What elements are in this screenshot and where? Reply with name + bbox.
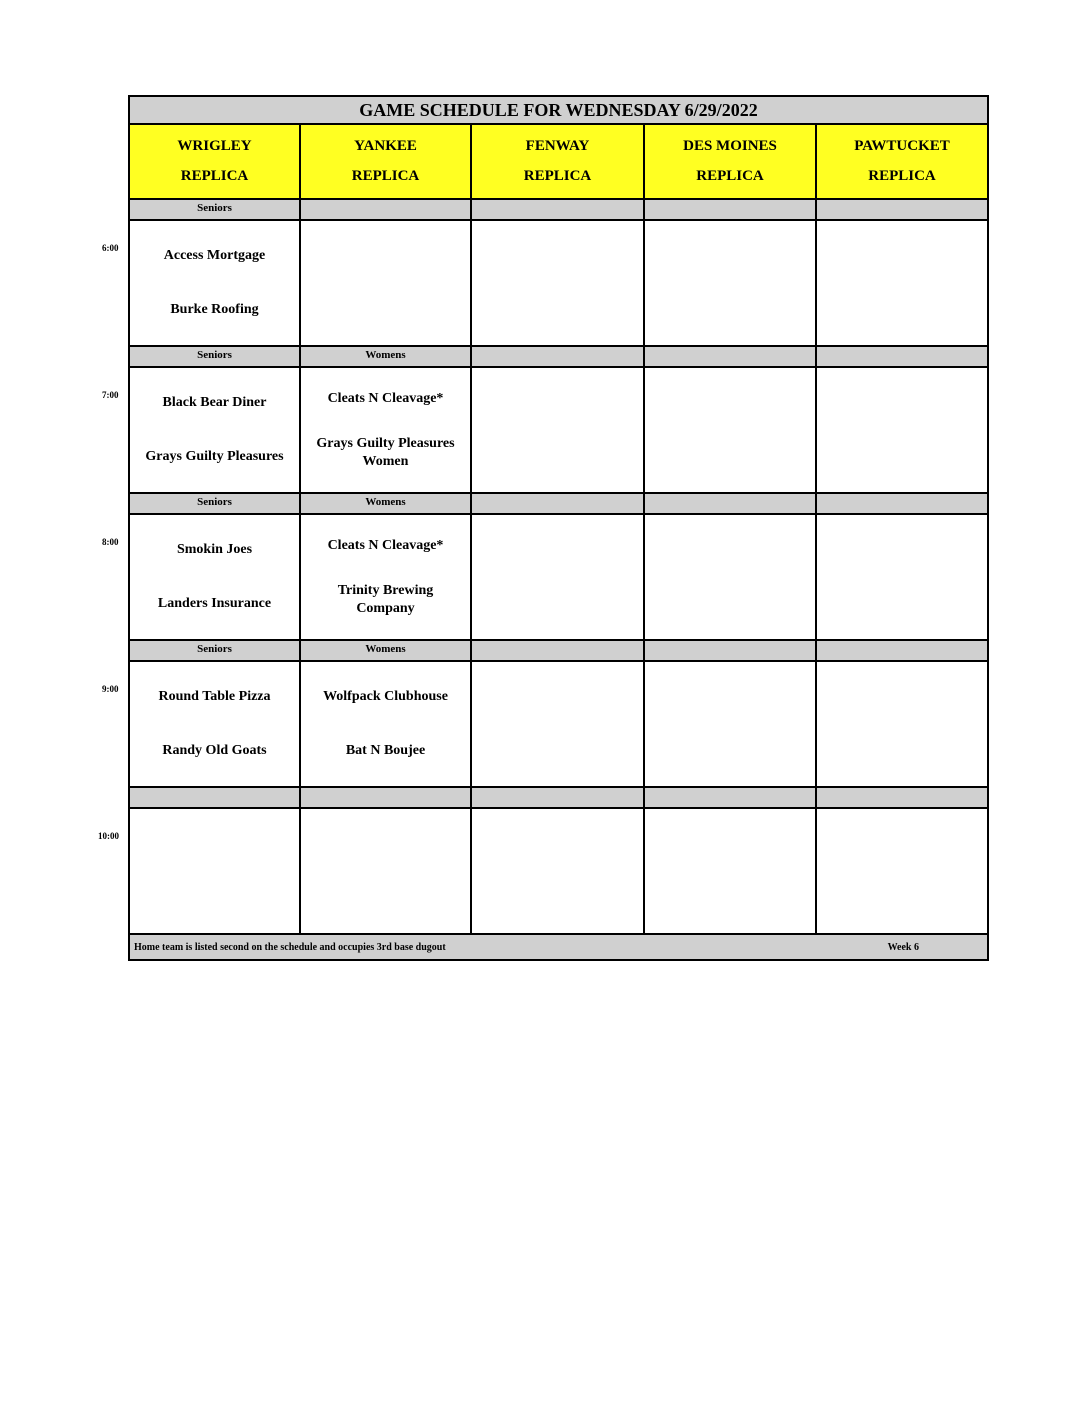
- schedule-title: GAME SCHEDULE FOR WEDNESDAY 6/29/2022: [130, 97, 987, 125]
- home-team: Burke Roofing: [170, 302, 259, 317]
- game-cell: [817, 662, 987, 786]
- game-row: [130, 809, 987, 935]
- division-cell: [817, 494, 987, 513]
- week-label: Week 6: [887, 941, 919, 953]
- home-team: Bat N Boujee: [345, 743, 426, 758]
- game-cell: [645, 221, 817, 345]
- field-name: DES MOINES: [683, 137, 777, 154]
- footer-note: Home team is listed second on the schedule and occupies 3rd base dugout: [134, 941, 446, 953]
- division-cell: [645, 788, 817, 807]
- division-cell: [645, 641, 817, 660]
- division-row: [130, 347, 987, 368]
- game-cell: [301, 368, 472, 492]
- division-cell: Womens: [301, 347, 472, 366]
- away-team: Black Bear Diner: [162, 395, 267, 410]
- field-name: YANKEE: [354, 137, 417, 154]
- game-cell: [472, 809, 645, 933]
- game-row: [130, 221, 987, 347]
- division-cell: [817, 200, 987, 219]
- home-team: Grays Guilty Pleasures: [145, 449, 284, 464]
- home-team: Grays Guilty Pleasures Women: [316, 435, 455, 469]
- time-label: 8:00: [102, 537, 119, 547]
- division-cell: [817, 347, 987, 366]
- division-cell: Womens: [301, 641, 472, 660]
- game-cell: [817, 515, 987, 639]
- field-name: WRIGLEY: [177, 137, 252, 154]
- division-row: [130, 788, 987, 809]
- division-cell: Seniors: [130, 641, 301, 660]
- division-cell: [645, 347, 817, 366]
- division-cell: [472, 200, 645, 219]
- division-cell: [130, 788, 301, 807]
- field-header: [301, 125, 472, 198]
- game-cell: [472, 368, 645, 492]
- time-label: 9:00: [102, 684, 119, 694]
- field-sub: REPLICA: [523, 168, 592, 185]
- away-team: Round Table Pizza: [158, 689, 271, 704]
- field-name: FENWAY: [525, 137, 590, 154]
- division-cell: [472, 347, 645, 366]
- game-cell: [130, 221, 301, 345]
- game-cell: [817, 221, 987, 345]
- game-cell: [645, 515, 817, 639]
- away-team: Cleats N Cleavage*: [327, 537, 444, 553]
- game-row: [130, 515, 987, 641]
- field-name: PAWTUCKET: [854, 137, 950, 154]
- field-header: [817, 125, 987, 198]
- field-header-row: [130, 125, 987, 200]
- game-cell: [645, 809, 817, 933]
- game-row: [130, 368, 987, 494]
- schedule-footer: [130, 935, 987, 959]
- home-team: Trinity Brewing Company: [337, 582, 434, 616]
- game-cell: [645, 368, 817, 492]
- game-cell: [472, 221, 645, 345]
- game-cell: [130, 662, 301, 786]
- away-team: Cleats N Cleavage*: [327, 390, 444, 406]
- game-cell: [301, 662, 472, 786]
- division-cell: Seniors: [130, 494, 301, 513]
- division-row: [130, 641, 987, 662]
- field-header: [130, 125, 301, 198]
- time-label: 7:00: [102, 390, 119, 400]
- field-header: [472, 125, 645, 198]
- division-cell: [645, 494, 817, 513]
- game-cell: [130, 809, 301, 933]
- game-cell: [645, 662, 817, 786]
- game-cell: [301, 515, 472, 639]
- game-cell: [472, 662, 645, 786]
- field-sub: REPLICA: [180, 168, 249, 185]
- schedule-table: [128, 95, 989, 961]
- home-team: Landers Insurance: [157, 596, 272, 611]
- field-sub: REPLICA: [868, 168, 936, 185]
- game-cell: [130, 515, 301, 639]
- field-sub: REPLICA: [351, 168, 420, 185]
- division-row: [130, 200, 987, 221]
- game-cell: [301, 809, 472, 933]
- game-cell: [817, 368, 987, 492]
- division-cell: [817, 788, 987, 807]
- game-row: [130, 662, 987, 788]
- division-cell: Seniors: [130, 347, 301, 366]
- field-sub: REPLICA: [696, 168, 764, 185]
- division-cell: [645, 200, 817, 219]
- game-cell: [472, 515, 645, 639]
- game-cell: [130, 368, 301, 492]
- game-cell: [817, 809, 987, 933]
- time-slots: [130, 200, 987, 935]
- division-cell: [472, 494, 645, 513]
- division-cell: [301, 200, 472, 219]
- division-cell: [301, 788, 472, 807]
- division-cell: Womens: [301, 494, 472, 513]
- division-row: [130, 494, 987, 515]
- time-label: 6:00: [102, 243, 119, 253]
- away-team: Access Mortgage: [163, 248, 266, 263]
- home-team: Randy Old Goats: [162, 743, 267, 758]
- division-cell: [472, 641, 645, 660]
- time-label: 10:00: [98, 831, 119, 841]
- division-cell: Seniors: [130, 200, 301, 219]
- away-team: Smokin Joes: [176, 542, 253, 557]
- away-team: Wolfpack Clubhouse: [323, 689, 448, 704]
- division-cell: [472, 788, 645, 807]
- division-cell: [817, 641, 987, 660]
- field-header: [645, 125, 817, 198]
- game-cell: [301, 221, 472, 345]
